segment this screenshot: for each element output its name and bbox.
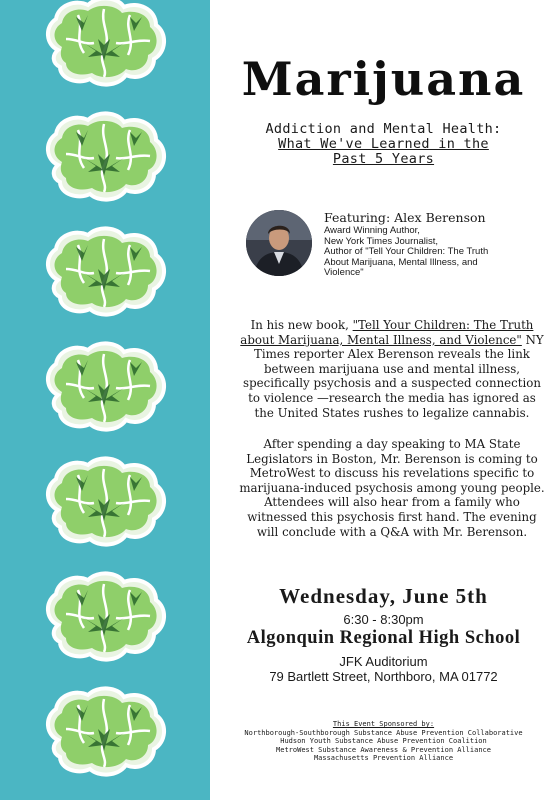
- subtitle-line-2: What We've Learned in the: [278, 136, 489, 152]
- sponsor-item: Massachusetts Prevention Alliance: [313, 754, 454, 762]
- subtitle-line-3: Past 5 Years: [332, 151, 435, 167]
- description-paragraph-2: After spending a day speaking to MA State Legislators in Boston, Mr. Berenson is coming to MetroWest to discuss his revelations specific to marijuana-induced psychosis among young people. Attendees will also hear from a family who witnessed this psychosis first hand. The evening will conclude with a Q&A with Mr. Berenson.: [239, 437, 545, 539]
- brain-leaf-icon: [38, 455, 170, 555]
- sponsors-block: [210, 720, 557, 763]
- brain-leaf-icon: [38, 0, 170, 95]
- brain-leaf-icon: [38, 340, 170, 440]
- sponsors-heading: This Event Sponsored by:: [332, 720, 435, 728]
- sponsor-item: MetroWest Substance Awareness & Prevention Alliance: [276, 745, 491, 754]
- featured-speaker: [246, 210, 551, 280]
- speaker-credit-line: Author of "Tell Your Children: The Truth: [324, 246, 489, 257]
- event-address: 79 Bartlett Street, Northboro, MA 01772: [269, 669, 498, 684]
- brain-leaf-icon: [38, 685, 170, 785]
- event-time: 6:30 - 8:30pm: [343, 612, 424, 627]
- sponsor-item: Northborough-Southborough Substance Abuse Prevention Collaborative: [244, 728, 523, 737]
- subtitle-line-1: Addiction and Mental Health:: [265, 121, 502, 137]
- brain-leaf-icon: [38, 110, 170, 210]
- speaker-credit-line: New York Times Journalist,: [324, 235, 439, 247]
- brain-leaf-icon: [38, 570, 170, 670]
- speaker-heading: Featuring: Alex Berenson: [324, 210, 486, 225]
- event-date: Wednesday, June 5th: [279, 584, 488, 608]
- speaker-credits: [324, 210, 549, 279]
- event-location: [210, 654, 557, 684]
- decorative-sidebar: [0, 0, 210, 800]
- paragraph-intro: In his new book,: [250, 318, 353, 332]
- brain-leaf-icon: [38, 225, 170, 325]
- book-title-link[interactable]: "Tell Your Children: The Truth about Marijuana, Mental Illness, and Violence": [240, 318, 534, 347]
- speaker-credit-line: Award Winning Author,: [324, 225, 420, 236]
- event-room: JFK Auditorium: [339, 654, 428, 669]
- paragraph-rest: NY Times reporter Alex Berenson reveals the link between marijuana use and mental illness, specifically psychosis and a suspected connection to violence —research the media has ignored as the United States rushes to legalize cannabis.: [243, 332, 544, 420]
- flyer-title: Marijuana: [241, 52, 526, 106]
- speaker-credit-line: About Marijuana, Mental Illness, and: [324, 256, 478, 268]
- speaker-photo: [246, 210, 312, 276]
- flyer-subtitle: [212, 122, 555, 167]
- description-paragraph-1: [238, 318, 546, 420]
- event-venue: Algonquin Regional High School: [246, 628, 521, 648]
- speaker-credit-line: Violence": [324, 267, 364, 278]
- sponsor-item: Hudson Youth Substance Abuse Prevention Coalition: [280, 737, 487, 745]
